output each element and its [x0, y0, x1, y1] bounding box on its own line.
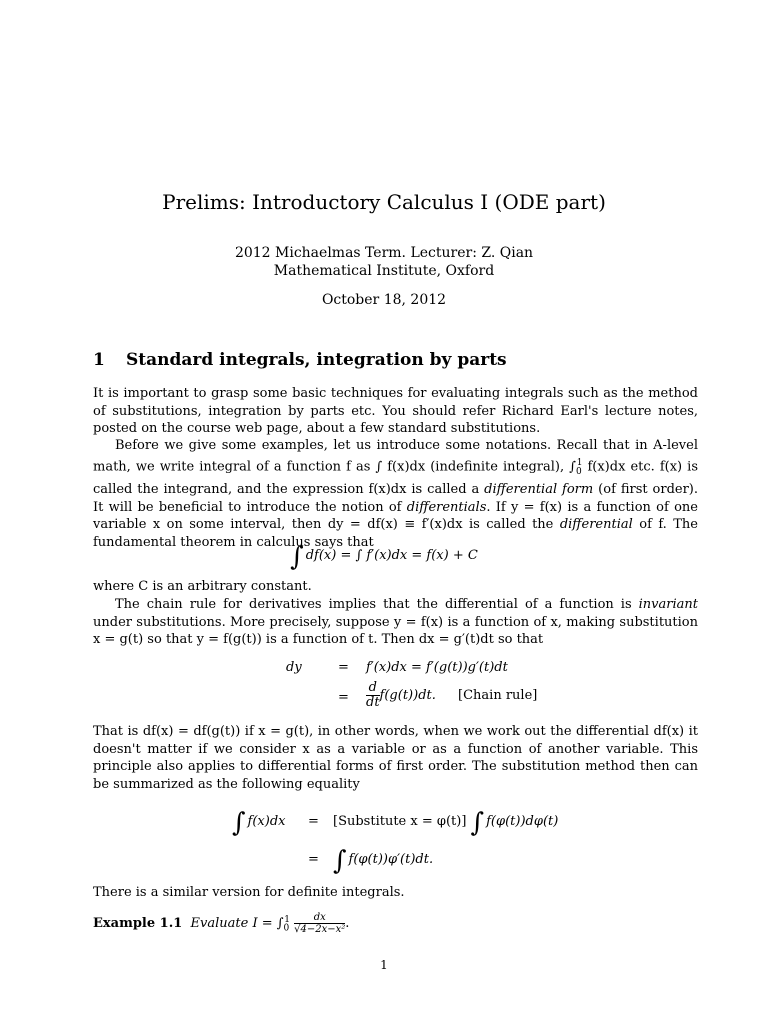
- paragraph-text: of f. The fundamental theorem in calculus says that: [93, 517, 698, 550]
- integral-sign: ∫: [333, 846, 347, 876]
- paragraph-substitution: That is df(x) = df(g(t)) if x = g(t), in other words, when we work out the differential df(x) it doesn't matter if we consider x as a variable or as a function of another variable. This principle also applies to differential forms of first order. The substitution method then can be summarized as the following equality: [93, 724, 698, 792]
- integral-sign: ∫: [290, 542, 304, 572]
- paragraph-notation: Before we give some examples, let us introduce some notations. Recall that in A-level math, we write integral of a function f as ∫ f(x)dx (indefinite integral), $\int_0^1$ f(x)dx etc. f(x) is called the integrand, and the expression f(x)dx is called a differential form (of first order). It will be beneficial to introduce the notion of differentials. If y = f(x) is a function of one variable x on some interval, then dy = df(x) ≡ f′(x)dx is called the differential of f. The fundamental theorem in calculus says that: [93, 438, 699, 550]
- paragraph-intro: It is important to grasp some basic techniques for evaluating integrals such as the method of substitutions, integration by parts etc. You should refer Richard Earl's lecture notes, posted on the course web page, about a few standard substitutions.: [93, 386, 698, 437]
- equals-sign: =: [308, 852, 319, 867]
- equation-text: f(g(t))dt.: [379, 688, 436, 703]
- equation-note: [Chain rule]: [458, 688, 538, 703]
- emphasis-text: invariant: [638, 597, 698, 612]
- paragraph-text: (of first order). It will be beneficial to introduce the notion of: [93, 482, 699, 515]
- equation-text: f(x)dx: [247, 814, 286, 829]
- equals-sign: =: [338, 660, 349, 675]
- section-heading: [93, 350, 507, 370]
- equation-fundamental-theorem: [0, 542, 768, 572]
- emphasis-text: differential: [559, 517, 633, 533]
- paragraph-text: Before we give some examples, let us introduce some notations. Recall that in A-level math, we write integral of a function f as ∫ f(x)dx (indefinite integral), ∫: [93, 438, 698, 474]
- paragraph-text: The chain rule for derivatives implies that the differential of a function is: [115, 597, 639, 612]
- paper-title: Prelims: Introductory Calculus I (ODE part): [162, 190, 606, 214]
- equation-text: f(φ(t))dφ(t): [486, 814, 559, 829]
- author-block: [0, 244, 768, 280]
- affiliation-line: Mathematical Institute, Oxford: [273, 263, 495, 279]
- paper-date: October 18, 2012: [321, 292, 447, 308]
- equation-subst-rhs2: [333, 846, 433, 876]
- equation-dy-rhs2: [366, 681, 537, 710]
- example-text: Evaluate I = ∫: [190, 916, 284, 931]
- section-number: 1: [93, 350, 105, 370]
- equation-subst-rhs1: [333, 808, 558, 838]
- integral-sign: ∫: [232, 808, 246, 838]
- author-line: 2012 Michaelmas Term. Lecturer: Z. Qian: [234, 245, 534, 261]
- paragraph-text: . If y = f(x) is a function of one variable x on some interval, then dy = df(x) ≡ f′(x)dx is called the: [93, 499, 698, 533]
- equals-sign: =: [338, 690, 349, 705]
- paragraph-text: f(x)dx etc. f(x) is called the integrand, and the expression f(x)dx is called a: [93, 458, 699, 498]
- paragraph-definite: There is a similar version for definite integrals.: [93, 885, 405, 900]
- section-title: Standard integrals, integration by parts: [126, 350, 507, 370]
- paragraph-text: under substitutions. More precisely, suppose y = f(x) is a function of x, making substitution x = g(t) so that y = f(g(t)) is a function of t. Then dx = g′(t)dt so that: [93, 614, 698, 648]
- derivative-fraction: $\frac{d}{dt}$: [366, 680, 380, 710]
- equation-dy-lhs: dy: [286, 660, 302, 675]
- example-label: Example 1.1: [93, 916, 183, 931]
- equals-sign: =: [308, 814, 319, 829]
- integral-sign: ∫: [470, 808, 485, 838]
- equation-dy-rhs1: f′(x)dx = f′(g(t))g′(t)dt: [366, 660, 508, 675]
- equation-text: f(φ(t))φ′(t)dt.: [348, 852, 434, 867]
- emphasis-text: differentials: [406, 499, 487, 515]
- equation-text: [Substitute x = φ(t)]: [333, 814, 467, 829]
- equation-subst-lhs: [232, 808, 286, 838]
- fraction-denominator: √4−2x−x²: [294, 924, 346, 935]
- emphasis-text: differential form: [484, 482, 594, 498]
- fraction-numerator: dx: [294, 912, 345, 924]
- example-block: Example 1.1 Evaluate $I = \int_0^1$ $\frac{dx}{\text{√4−2x−x²}}$ .: [93, 912, 350, 935]
- paragraph-chain-rule: [93, 596, 698, 649]
- paragraph-constant: where C is an arbitrary constant.: [93, 579, 312, 594]
- equation-text: df(x) = ∫ f′(x)dx = f(x) + C: [305, 548, 478, 563]
- page-number: 1: [380, 958, 388, 972]
- example-fraction: [294, 912, 345, 935]
